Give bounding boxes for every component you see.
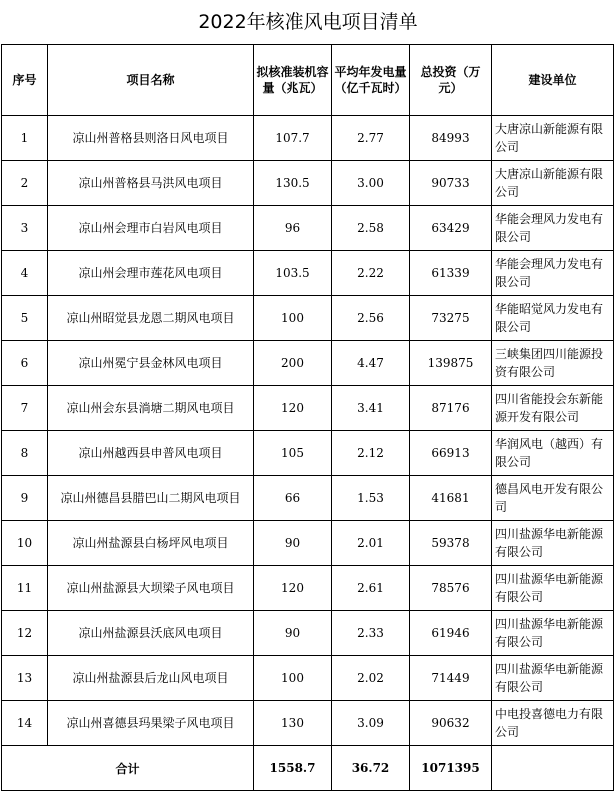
table-row: [2, 521, 614, 566]
cell-index: 13: [2, 656, 48, 701]
cell-project-name: 凉山州会东县淌塘二期风电项目: [48, 386, 254, 431]
cell-generation: 2.22: [332, 251, 410, 296]
cell-unit: 三峡集团四川能源投资有限公司: [492, 341, 614, 386]
cell-generation: 2.02: [332, 656, 410, 701]
cell-index: 11: [2, 566, 48, 611]
page-title: 2022年核准风电项目清单: [198, 11, 418, 33]
table-row: [2, 206, 614, 251]
cell-generation: 3.00: [332, 161, 410, 206]
cell-capacity: 120: [254, 386, 332, 431]
table-row: [2, 476, 614, 521]
header-generation: 平均年发电量（亿千瓦时）: [332, 45, 410, 116]
cell-unit: 大唐凉山新能源有限公司: [492, 161, 614, 206]
cell-generation: 3.09: [332, 701, 410, 746]
cell-capacity: 66: [254, 476, 332, 521]
cell-unit: 华能会理风力发电有限公司: [492, 206, 614, 251]
cell-unit: 华润风电（越西）有限公司: [492, 431, 614, 476]
cell-investment: 78576: [410, 566, 492, 611]
cell-project-name: 凉山州普格县马洪风电项目: [48, 161, 254, 206]
total-unit: [492, 746, 614, 791]
cell-generation: 1.53: [332, 476, 410, 521]
cell-generation: 4.47: [332, 341, 410, 386]
table-row: [2, 701, 614, 746]
cell-investment: 63429: [410, 206, 492, 251]
cell-index: 8: [2, 431, 48, 476]
header-unit: 建设单位: [492, 45, 614, 116]
cell-capacity: 96: [254, 206, 332, 251]
cell-project-name: 凉山州普格县则洛日风电项目: [48, 116, 254, 161]
cell-investment: 66913: [410, 431, 492, 476]
cell-unit: 华能会理风力发电有限公司: [492, 251, 614, 296]
total-label: 合计: [2, 746, 254, 791]
cell-project-name: 凉山州盐源县后龙山风电项目: [48, 656, 254, 701]
header-investment: 总投资（万元）: [410, 45, 492, 116]
cell-investment: 90632: [410, 701, 492, 746]
header-capacity: 拟核准装机容量（兆瓦）: [254, 45, 332, 116]
table-row: [2, 566, 614, 611]
table-row: [2, 386, 614, 431]
cell-capacity: 130.5: [254, 161, 332, 206]
cell-investment: 61339: [410, 251, 492, 296]
cell-project-name: 凉山州盐源县白杨坪风电项目: [48, 521, 254, 566]
cell-unit: 四川盐源华电新能源有限公司: [492, 611, 614, 656]
table-row: [2, 161, 614, 206]
cell-project-name: 凉山州会理市白岩风电项目: [48, 206, 254, 251]
cell-unit: 四川省能投会东新能源开发有限公司: [492, 386, 614, 431]
table-row: [2, 611, 614, 656]
cell-index: 12: [2, 611, 48, 656]
cell-generation: 2.58: [332, 206, 410, 251]
cell-unit: 大唐凉山新能源有限公司: [492, 116, 614, 161]
header-index: 序号: [2, 45, 48, 116]
cell-generation: 2.61: [332, 566, 410, 611]
cell-generation: 2.12: [332, 431, 410, 476]
cell-project-name: 凉山州喜德县玛果梁子风电项目: [48, 701, 254, 746]
cell-capacity: 100: [254, 296, 332, 341]
cell-investment: 139875: [410, 341, 492, 386]
cell-project-name: 凉山州德昌县腊巴山二期风电项目: [48, 476, 254, 521]
cell-index: 5: [2, 296, 48, 341]
cell-project-name: 凉山州冕宁县金林风电项目: [48, 341, 254, 386]
total-generation: 36.72: [332, 746, 410, 791]
cell-investment: 87176: [410, 386, 492, 431]
table-row: [2, 341, 614, 386]
table-row: [2, 431, 614, 476]
cell-unit: 四川盐源华电新能源有限公司: [492, 521, 614, 566]
cell-investment: 84993: [410, 116, 492, 161]
cell-generation: 3.41: [332, 386, 410, 431]
cell-index: 2: [2, 161, 48, 206]
cell-investment: 73275: [410, 296, 492, 341]
cell-index: 14: [2, 701, 48, 746]
cell-project-name: 凉山州越西县申普风电项目: [48, 431, 254, 476]
cell-capacity: 120: [254, 566, 332, 611]
cell-investment: 90733: [410, 161, 492, 206]
cell-generation: 2.33: [332, 611, 410, 656]
cell-investment: 71449: [410, 656, 492, 701]
total-investment: 1071395: [410, 746, 492, 791]
cell-unit: 华能昭觉风力发电有限公司: [492, 296, 614, 341]
cell-project-name: 凉山州盐源县沃底风电项目: [48, 611, 254, 656]
cell-index: 1: [2, 116, 48, 161]
total-row: [2, 746, 614, 791]
cell-index: 3: [2, 206, 48, 251]
cell-capacity: 107.7: [254, 116, 332, 161]
cell-investment: 41681: [410, 476, 492, 521]
cell-project-name: 凉山州会理市莲花风电项目: [48, 251, 254, 296]
cell-generation: 2.01: [332, 521, 410, 566]
cell-capacity: 130: [254, 701, 332, 746]
cell-generation: 2.77: [332, 116, 410, 161]
cell-index: 4: [2, 251, 48, 296]
cell-unit: 中电投喜德电力有限公司: [492, 701, 614, 746]
cell-project-name: 凉山州盐源县大坝梁子风电项目: [48, 566, 254, 611]
cell-capacity: 200: [254, 341, 332, 386]
total-capacity: 1558.7: [254, 746, 332, 791]
cell-capacity: 105: [254, 431, 332, 476]
cell-capacity: 100: [254, 656, 332, 701]
cell-index: 6: [2, 341, 48, 386]
cell-project-name: 凉山州昭觉县龙恩二期风电项目: [48, 296, 254, 341]
table-row: [2, 116, 614, 161]
cell-capacity: 90: [254, 611, 332, 656]
project-table: [1, 44, 614, 791]
table-row: [2, 656, 614, 701]
cell-index: 10: [2, 521, 48, 566]
table-row: [2, 251, 614, 296]
cell-capacity: 90: [254, 521, 332, 566]
cell-index: 7: [2, 386, 48, 431]
cell-index: 9: [2, 476, 48, 521]
cell-capacity: 103.5: [254, 251, 332, 296]
table-row: [2, 296, 614, 341]
header-name: 项目名称: [48, 45, 254, 116]
cell-investment: 61946: [410, 611, 492, 656]
cell-unit: 四川盐源华电新能源有限公司: [492, 656, 614, 701]
cell-unit: 四川盐源华电新能源有限公司: [492, 566, 614, 611]
table-header-row: [2, 45, 614, 116]
cell-unit: 德昌风电开发有限公司: [492, 476, 614, 521]
cell-investment: 59378: [410, 521, 492, 566]
cell-generation: 2.56: [332, 296, 410, 341]
